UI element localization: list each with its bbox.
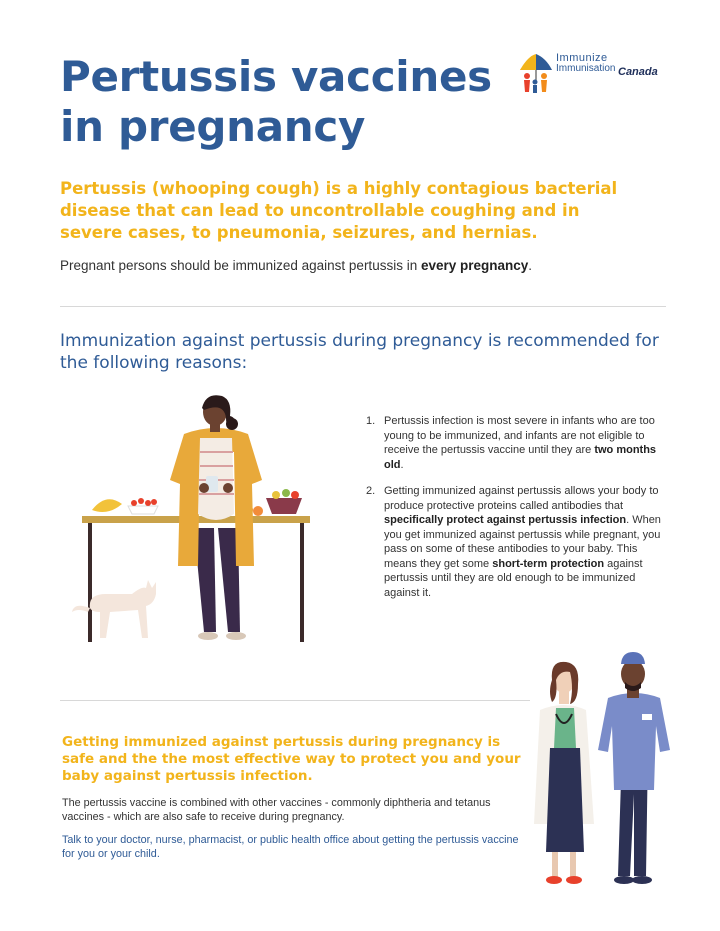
logo-text-canada: Canada — [618, 66, 658, 78]
health-workers-illustration — [530, 644, 680, 894]
pregnancy-emphasis: every pregnancy — [420, 258, 529, 273]
reason-text: . When you get immunized against pertussis while pregnant, you pass on some of these antibodies to your baby. This means they get some — [384, 514, 661, 570]
logo-text-immunize: Immunize — [556, 52, 608, 64]
reason-text: Pertussis infection is most severe in infants who are too young to be immunized, and infants are not eligible to receive the pertussis vaccine until they are — [384, 415, 655, 456]
reason-text-end: against pertussis until they are old enough to be immunized against it. — [384, 557, 643, 599]
immunize-canada-logo — [518, 52, 668, 96]
pregnancy-text: Pregnant persons should be immunized against pertussis in — [60, 258, 421, 273]
reason-text: Getting immunized against pertussis allows your body to produce protective proteins called antibodies that — [384, 485, 659, 512]
divider-bottom — [60, 700, 530, 701]
reason-item-1 — [366, 414, 666, 472]
pregnancy-recommendation — [60, 258, 660, 273]
umbrella-logo-icon — [518, 52, 554, 96]
title-line-2: in pregnancy — [60, 102, 366, 151]
cat-illustration — [72, 580, 156, 638]
logo-text-immunisation: Immunisation — [556, 63, 616, 74]
page-title — [60, 52, 500, 152]
reason-emphasis: two months old — [384, 444, 657, 471]
divider-top — [60, 306, 666, 307]
talk-to-provider-text: Talk to your doctor, nurse, pharmacist, or public health office about getting the pertussis vaccine for you or your child. — [62, 834, 519, 860]
reason-emphasis: specifically protect against pertussis infection — [384, 514, 627, 526]
reason-number: 1. — [366, 415, 376, 427]
reasons-list — [366, 414, 666, 612]
reason-item-2 — [366, 484, 666, 600]
safety-heading: Getting immunized against pertussis during pregnancy is safe and the the most effective way to protect you and your baby against pertussis infection. — [62, 734, 521, 784]
intro-text: Pertussis (whooping cough) is a highly contagious bacterial disease that can lead to uncontrollable coughing and in severe cases, to pneumonia, seizures, and hernias. — [60, 179, 618, 242]
combined-vaccine-text: The pertussis vaccine is combined with other vaccines - commonly diphtheria and tetanus vaccines - which are also safe to receive during pregnancy. — [62, 797, 491, 823]
reason-emphasis: short-term protection — [492, 557, 605, 570]
pregnancy-text-end: . — [528, 258, 533, 273]
reasons-heading: Immunization against pertussis during pregnancy is recommended for the following reasons: — [60, 331, 659, 373]
pregnant-woman-illustration — [66, 388, 326, 648]
title-line-1: Pertussis vaccines — [60, 52, 492, 101]
reason-text-end: . — [400, 458, 404, 471]
reason-number: 2. — [366, 485, 376, 497]
